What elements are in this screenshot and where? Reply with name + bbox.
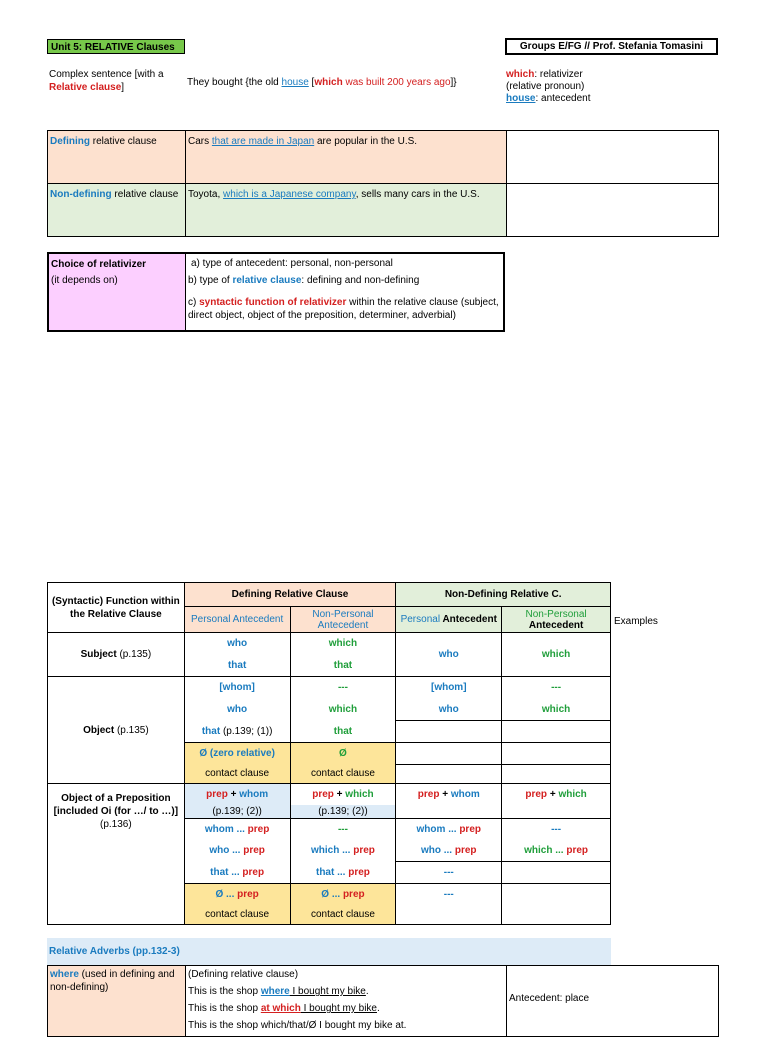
object-nd-who: who: [396, 699, 502, 721]
col-nd-nonpersonal-a: Non-Personal: [525, 608, 587, 620]
subject-label-text: Subject: [80, 649, 117, 660]
prep-def-which-prep: [290, 840, 396, 862]
subject-label: [48, 633, 185, 677]
prep-nd-prep-whom: [396, 784, 502, 805]
prep-def-that-prep: [184, 862, 290, 884]
nondefining-row: [48, 184, 719, 237]
nondefining-ex-link: which is a Japanese company: [223, 189, 356, 200]
choice-criteria: [186, 254, 503, 330]
plus: +: [227, 788, 240, 800]
that-dots: that ...: [210, 866, 243, 878]
choice-b: [188, 274, 501, 287]
intro-ex-bracket: [: [308, 77, 315, 88]
adverbs-title: Relative Adverbs (pp.132-3): [49, 946, 180, 957]
prep-nd-empty-2: [502, 805, 611, 819]
intro-label-suffix: ]: [121, 82, 125, 93]
prep-page: (p.136): [100, 819, 132, 830]
prep-label-text: Object of a Preposition [included Oi (for …/ to …)]: [53, 793, 179, 817]
which-dots: which ...: [524, 844, 567, 856]
defining-row: [48, 131, 719, 184]
nondefining-empty-cell: [507, 184, 719, 237]
l3-post: I bought my bike: [300, 1003, 377, 1014]
intro-ex-rest: was built 200 years ago: [342, 77, 451, 88]
l3-pre: This is the shop: [188, 1003, 261, 1014]
that-dots: that ...: [315, 866, 349, 878]
choice-box: [47, 252, 505, 332]
defining-header: Defining Relative Clause: [184, 583, 396, 607]
object-that-word: that: [201, 725, 221, 737]
prep-nd-dash: ---: [502, 819, 611, 840]
object-def-that-np: that: [290, 721, 396, 743]
choice-c-pre: c): [188, 297, 200, 308]
prep-def-zero-prep: [184, 884, 290, 906]
where-line-4: This is the shop which/that/Ø I bought my bike at.: [188, 1020, 407, 1031]
choice-b-key: relative clause: [232, 275, 302, 286]
defining-example: [186, 131, 507, 184]
where-examples: [186, 966, 507, 1037]
object-page: (p.135): [114, 724, 149, 736]
prep-word: prep: [247, 823, 270, 835]
l2-key: where: [260, 986, 290, 997]
examples-label: Examples: [614, 616, 658, 627]
zero-dots: Ø ...: [215, 889, 238, 901]
plus: +: [439, 788, 451, 800]
choice-label: [49, 254, 186, 330]
house-term: house: [506, 93, 536, 104]
object-contact-clause-np: contact clause: [290, 765, 396, 784]
prep-def-prep-whom: [184, 784, 290, 805]
intro-ex-end: ]}: [450, 77, 457, 88]
prep-nd-whom-prep: [396, 819, 502, 840]
choice-c: [188, 296, 501, 322]
subject-nd-which: which: [502, 633, 611, 677]
choice-c-post: within the relative clause (subject, direct object, object of the preposition, determiner, adverbial): [188, 297, 499, 321]
plus: +: [333, 788, 346, 800]
prep-nd-empty-1: [396, 805, 502, 819]
nondefining-header: Non-Defining Relative C.: [396, 583, 611, 607]
object-nd-dash: ---: [502, 677, 611, 699]
object-def-that: [184, 721, 290, 743]
col-nd-nonpersonal-b: Antecedent: [528, 619, 584, 631]
object-def-who: who: [184, 699, 290, 721]
whom-dots: whom ...: [204, 823, 248, 835]
who-dots: who ...: [420, 844, 455, 856]
which-word: which: [558, 788, 587, 800]
nondefining-example: [186, 184, 507, 237]
prep-nd-dash-3: ---: [396, 884, 502, 906]
intro-label-red: Relative clause: [49, 82, 122, 93]
defining-ex-link: that are made in Japan: [211, 136, 315, 147]
defining-empty-cell: [507, 131, 719, 184]
whom-word: whom: [450, 788, 480, 800]
object-zero: Ø: [290, 743, 396, 765]
prep-word: prep: [566, 844, 589, 856]
subject-page: (p.135): [116, 649, 152, 660]
which-dots: which ...: [310, 845, 354, 856]
prep-word: prep: [237, 889, 259, 901]
prep-def-whom-prep: [184, 819, 290, 840]
subject-def-which: which: [290, 633, 396, 655]
intro-ex-which: which: [314, 77, 343, 88]
object-row-1: [48, 677, 611, 699]
defining-ex-pre: Cars: [188, 136, 212, 147]
subject-row-1: [48, 633, 611, 655]
subject-def-who: who: [184, 633, 290, 655]
relativizer-grid: [47, 582, 611, 925]
subject-def-that: that: [184, 655, 290, 677]
nondefining-label: [48, 184, 186, 237]
choice-title: Choice of relativizer: [51, 259, 147, 270]
prep-contact-clause-np: contact clause: [290, 906, 396, 925]
intro-ex-pre: They bought {the old: [187, 77, 282, 88]
object-contact-clause: contact clause: [184, 765, 290, 784]
whom-dots: whom ...: [416, 823, 460, 835]
object-nd-empty-4: [502, 743, 611, 765]
prep-def-who-prep: [184, 840, 290, 862]
col-nd-nonpersonal: [502, 607, 611, 633]
object-nd-empty-1: [396, 721, 502, 743]
l2-post: I bought my bike: [289, 986, 366, 997]
whom-word: whom: [239, 788, 269, 800]
nondefining-ex-pre: Toyota,: [188, 189, 224, 200]
prep-word: prep: [353, 845, 375, 856]
prep-row-1: [48, 784, 611, 805]
prep-word: prep: [454, 844, 477, 856]
prep-nd-who-prep: [396, 840, 502, 862]
which-def2: (relative pronoun): [506, 81, 585, 92]
choice-b-pre: b) type of: [188, 275, 233, 286]
intro-ex-house: house: [281, 77, 309, 88]
prep-word: prep: [348, 866, 370, 878]
subject-def-that-np: that: [290, 655, 396, 677]
col-nonpersonal: Non-Personal Antecedent: [290, 607, 396, 633]
col-nd-personal: [396, 607, 502, 633]
prep-nd-empty-5: [396, 906, 502, 925]
col-personal: Personal Antecedent: [184, 607, 290, 633]
intro-label: [49, 68, 184, 94]
intro-label-prefix: Complex sentence [with a: [49, 69, 164, 80]
grid-header-row: [48, 583, 611, 607]
prep-contact-clause: contact clause: [184, 906, 290, 925]
prep-def-that-np-prep: [290, 862, 396, 884]
unit-title: Unit 5: RELATIVE Clauses: [47, 39, 185, 54]
object-def-whom: [whom]: [184, 677, 290, 699]
defining-ex-post: are popular in the U.S.: [314, 136, 418, 147]
where-antecedent: Antecedent: place: [507, 966, 719, 1037]
prep-word: prep: [242, 866, 265, 878]
prep-word: prep: [525, 788, 548, 800]
l2-end: .: [365, 986, 369, 997]
object-label: [48, 677, 185, 784]
which-word: which: [345, 788, 374, 800]
prep-def-np-page: (p.139; (2)): [290, 805, 396, 819]
where-term: where: [50, 969, 79, 980]
choice-b-post: : defining and non-defining: [301, 275, 420, 286]
nondefining-term: Non-defining: [50, 189, 112, 200]
where-label: [48, 966, 186, 1037]
prep-word: prep: [243, 845, 265, 856]
object-zero-relative: Ø (zero relative): [184, 743, 290, 765]
function-header: (Syntactic) Function within the Relative Clause: [48, 583, 185, 633]
nondefining-ex-post: , sells many cars in the U.S.: [355, 189, 480, 200]
object-nd-which: which: [502, 699, 611, 721]
zero-dots: Ø ...: [321, 889, 343, 901]
clause-type-table: [47, 130, 719, 237]
object-label-text: Object: [83, 724, 115, 736]
object-def-which: which: [290, 699, 396, 721]
prep-def-prep-which: [290, 784, 396, 805]
object-nd-empty-3: [396, 743, 502, 765]
where-line-3: [188, 1000, 504, 1017]
which-term: which: [506, 69, 535, 80]
choice-subtitle: (it depends on): [51, 275, 118, 286]
prep-nd-dash-2: ---: [396, 862, 502, 884]
object-nd-empty-6: [502, 765, 611, 784]
defining-term: Defining: [50, 136, 90, 147]
adverbs-header: [47, 938, 611, 965]
defining-label: [48, 131, 186, 184]
house-def: : antecedent: [535, 93, 591, 104]
where-line-1: (Defining relative clause): [188, 969, 299, 980]
plus: +: [547, 788, 559, 800]
prep-word: prep: [312, 788, 334, 800]
prep-word: prep: [342, 889, 365, 901]
where-row: [48, 966, 719, 1037]
prep-nd-which-prep: [502, 840, 611, 862]
nondefining-label-rest: relative clause: [111, 189, 179, 200]
l2-pre: This is the shop: [188, 986, 261, 997]
who-dots: who ...: [209, 845, 244, 856]
prep-label: [48, 784, 185, 925]
object-nd-whom: [whom]: [396, 677, 502, 699]
defining-label-rest: relative clause: [90, 136, 157, 147]
subject-nd-who: who: [396, 633, 502, 677]
prep-nd-prep-which: [502, 784, 611, 805]
prep-word: prep: [459, 823, 481, 835]
prep-nd-empty-4: [502, 884, 611, 906]
where-rest: (used in defining and non-defining): [50, 969, 175, 993]
choice-a: a) type of antecedent: personal, non-personal: [191, 258, 393, 269]
object-that-page: (p.139; (1)): [220, 725, 273, 737]
intro-example: [187, 76, 457, 89]
l3-key: at which: [260, 1003, 301, 1014]
prep-word: prep: [417, 788, 440, 800]
prep-nd-empty-6: [502, 906, 611, 925]
object-nd-empty-2: [502, 721, 611, 743]
choice-c-key: syntactic function of relativizer: [199, 297, 347, 308]
groups-label: Groups E/FG // Prof. Stefania Tomasini: [505, 38, 718, 55]
object-def-dash: ---: [290, 677, 396, 699]
where-line-2: [188, 983, 504, 1000]
prep-def-page: (p.139; (2)): [184, 805, 290, 819]
prep-def-zero-np-prep: [290, 884, 396, 906]
intro-terms: [506, 69, 591, 105]
prep-word: prep: [206, 788, 228, 800]
col-nd-personal-a: Personal: [400, 614, 441, 625]
col-nd-personal-b: Antecedent: [440, 614, 497, 625]
which-def: : relativizer: [534, 69, 583, 80]
adverbs-table: [47, 965, 719, 1037]
l3-end: .: [376, 1003, 380, 1014]
object-nd-empty-5: [396, 765, 502, 784]
prep-nd-empty-3: [502, 862, 611, 884]
prep-def-dash: ---: [290, 819, 396, 840]
